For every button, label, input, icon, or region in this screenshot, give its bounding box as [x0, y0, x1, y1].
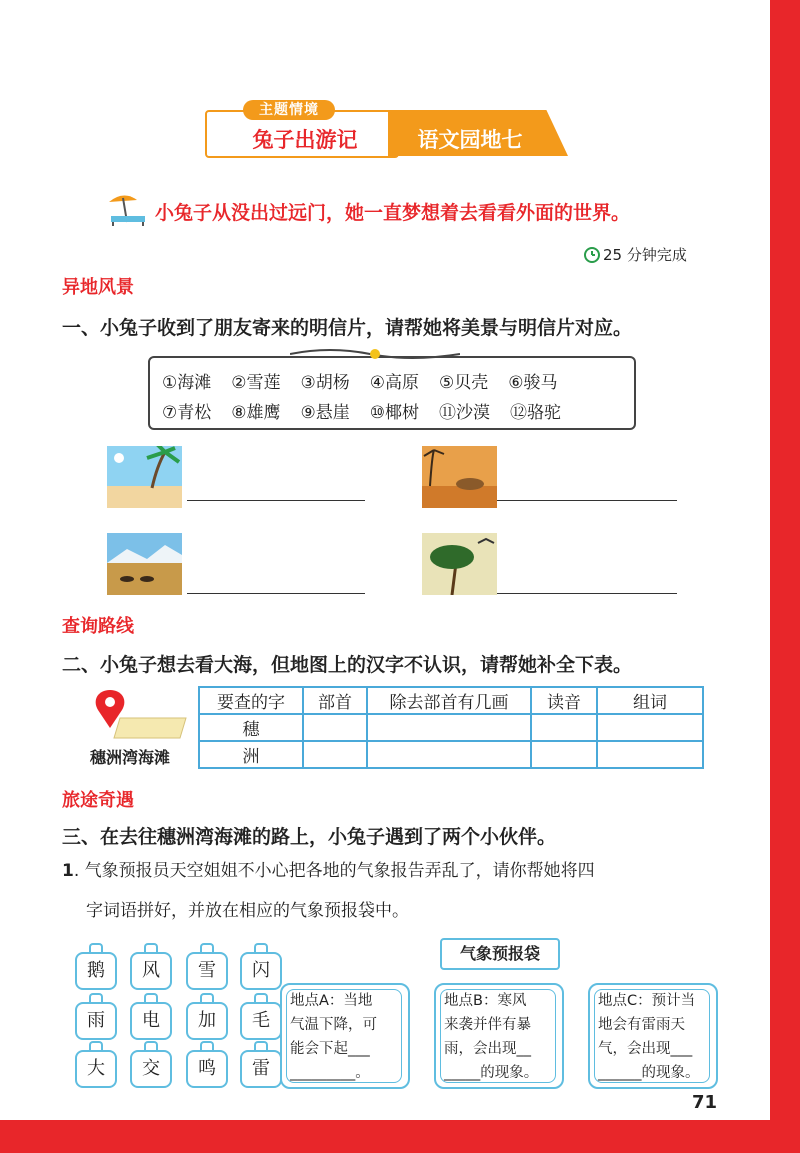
weather-card-b: [434, 983, 564, 1089]
page-number: 71: [692, 1092, 718, 1113]
card-line: 气，会出现___: [598, 1041, 693, 1057]
character-tile[interactable]: 闪: [240, 952, 282, 990]
table-header: 部首: [303, 687, 367, 714]
card-line: 来袭并伴有暴: [444, 1017, 531, 1033]
character-tile[interactable]: 雪: [186, 952, 228, 990]
table-cell[interactable]: [367, 741, 531, 768]
card-line: 雨，会出现__: [444, 1041, 531, 1057]
word-bank-row-1: [162, 368, 558, 393]
map-label: 穗洲湾海滩: [90, 748, 171, 767]
question-2: 二、小兔子想去看大海，但地图上的汉字不认识，请帮她补全下表。: [62, 654, 633, 676]
card-line: 地会有雷雨天: [598, 1017, 685, 1033]
character-tile[interactable]: 雷: [240, 1050, 282, 1088]
ornament-icon: [290, 346, 460, 362]
card-line: 能会下起___: [290, 1041, 370, 1057]
table-header: 要查的字: [199, 687, 303, 714]
answer-line[interactable]: [497, 500, 677, 501]
table-row: [199, 714, 703, 741]
word-item: ③胡杨: [300, 373, 350, 393]
word-item: ⑩椰树: [369, 403, 419, 423]
table-header-row: [199, 687, 703, 714]
pine-eagle-postcard-image: [422, 533, 497, 595]
word-item: ⑨悬崖: [300, 403, 350, 423]
table-cell[interactable]: [303, 741, 367, 768]
character-tile[interactable]: 交: [130, 1050, 172, 1088]
answer-line[interactable]: [187, 500, 365, 501]
question-1: 一、小兔子收到了朋友寄来的明信片，请帮她将美景与明信片对应。: [62, 317, 633, 339]
character-tile[interactable]: 雨: [75, 1002, 117, 1040]
word-item: ⑥骏马: [508, 373, 558, 393]
table-cell[interactable]: [303, 714, 367, 741]
intro-text: 小兔子从没出过远门，她一直梦想着去看看外面的世界。: [155, 202, 631, 224]
section-title-encounter: 旅途奇遇: [62, 790, 134, 811]
answer-line[interactable]: [187, 593, 365, 594]
map-pin-icon: [90, 688, 190, 742]
word-item: ⑤贝壳: [439, 373, 489, 393]
table-cell[interactable]: [597, 741, 703, 768]
card-line: ______的现象。: [598, 1065, 700, 1081]
character-tile[interactable]: 加: [186, 1002, 228, 1040]
character-tile[interactable]: 鸣: [186, 1050, 228, 1088]
table-cell[interactable]: [531, 714, 597, 741]
card-line: 地点A：当地: [290, 993, 373, 1009]
answer-line[interactable]: [497, 593, 677, 594]
table-cell[interactable]: [597, 714, 703, 741]
item-1-line-2: 字词语拼好，并放在相应的气象预报袋中。: [86, 901, 409, 921]
character-tile[interactable]: 电: [130, 1002, 172, 1040]
alarm-clock-icon: [582, 244, 602, 264]
word-item: ④高原: [369, 373, 419, 393]
weather-card-a: [280, 983, 410, 1089]
beach-chair-icon: [105, 190, 151, 226]
character-tile[interactable]: 风: [130, 952, 172, 990]
theme-tag: 主题情境: [243, 100, 335, 120]
table-cell: 洲: [199, 741, 303, 768]
word-bank-row-2: [162, 398, 561, 423]
card-line: 气温下降，可: [290, 1017, 377, 1033]
desert-camel-postcard-image: [422, 446, 497, 508]
table-header: 读音: [531, 687, 597, 714]
table-header: 组词: [597, 687, 703, 714]
word-item: ①海滩: [162, 373, 212, 393]
item-1-line-1: 1. 气象预报员天空姐姐不小心把各地的气象报告弄乱了，请你帮她将四: [62, 861, 595, 881]
plateau-postcard-image: [107, 533, 182, 595]
table-cell[interactable]: [531, 741, 597, 768]
section-title-scenery: 异地风景: [62, 277, 134, 298]
weather-card-c: [588, 983, 718, 1089]
word-item: ⑧雄鹰: [231, 403, 281, 423]
timer-text: 25 分钟完成: [603, 246, 687, 264]
page-subtitle: 语文园地七: [417, 128, 523, 152]
card-line: _________。: [290, 1065, 370, 1081]
card-line: _____的现象。: [444, 1065, 539, 1081]
item-number: 1: [62, 861, 74, 881]
table-cell: 穗: [199, 714, 303, 741]
page-title: 兔子出游记: [252, 128, 358, 152]
table-row: [199, 741, 703, 768]
card-line: 地点B：寒风: [444, 993, 527, 1009]
weather-bag-title: 气象预报袋: [440, 938, 560, 970]
word-item: ②雪莲: [231, 373, 281, 393]
section-title-route: 查询路线: [62, 616, 134, 637]
word-item: ⑫骆驼: [510, 403, 561, 423]
character-tile[interactable]: 鹅: [75, 952, 117, 990]
character-tile[interactable]: 毛: [240, 1002, 282, 1040]
word-item: ⑦青松: [162, 403, 212, 423]
table-cell[interactable]: [367, 714, 531, 741]
card-line: 地点C：预计当: [598, 993, 696, 1009]
question-3: 三、在去往穗洲湾海滩的路上，小兔子遇到了两个小伙伴。: [62, 826, 557, 848]
word-item: ⑪沙漠: [439, 403, 490, 423]
table-header: 除去部首有几画: [367, 687, 531, 714]
lookup-table: [198, 686, 704, 769]
character-tile[interactable]: 大: [75, 1050, 117, 1088]
beach-postcard-image: [107, 446, 182, 508]
